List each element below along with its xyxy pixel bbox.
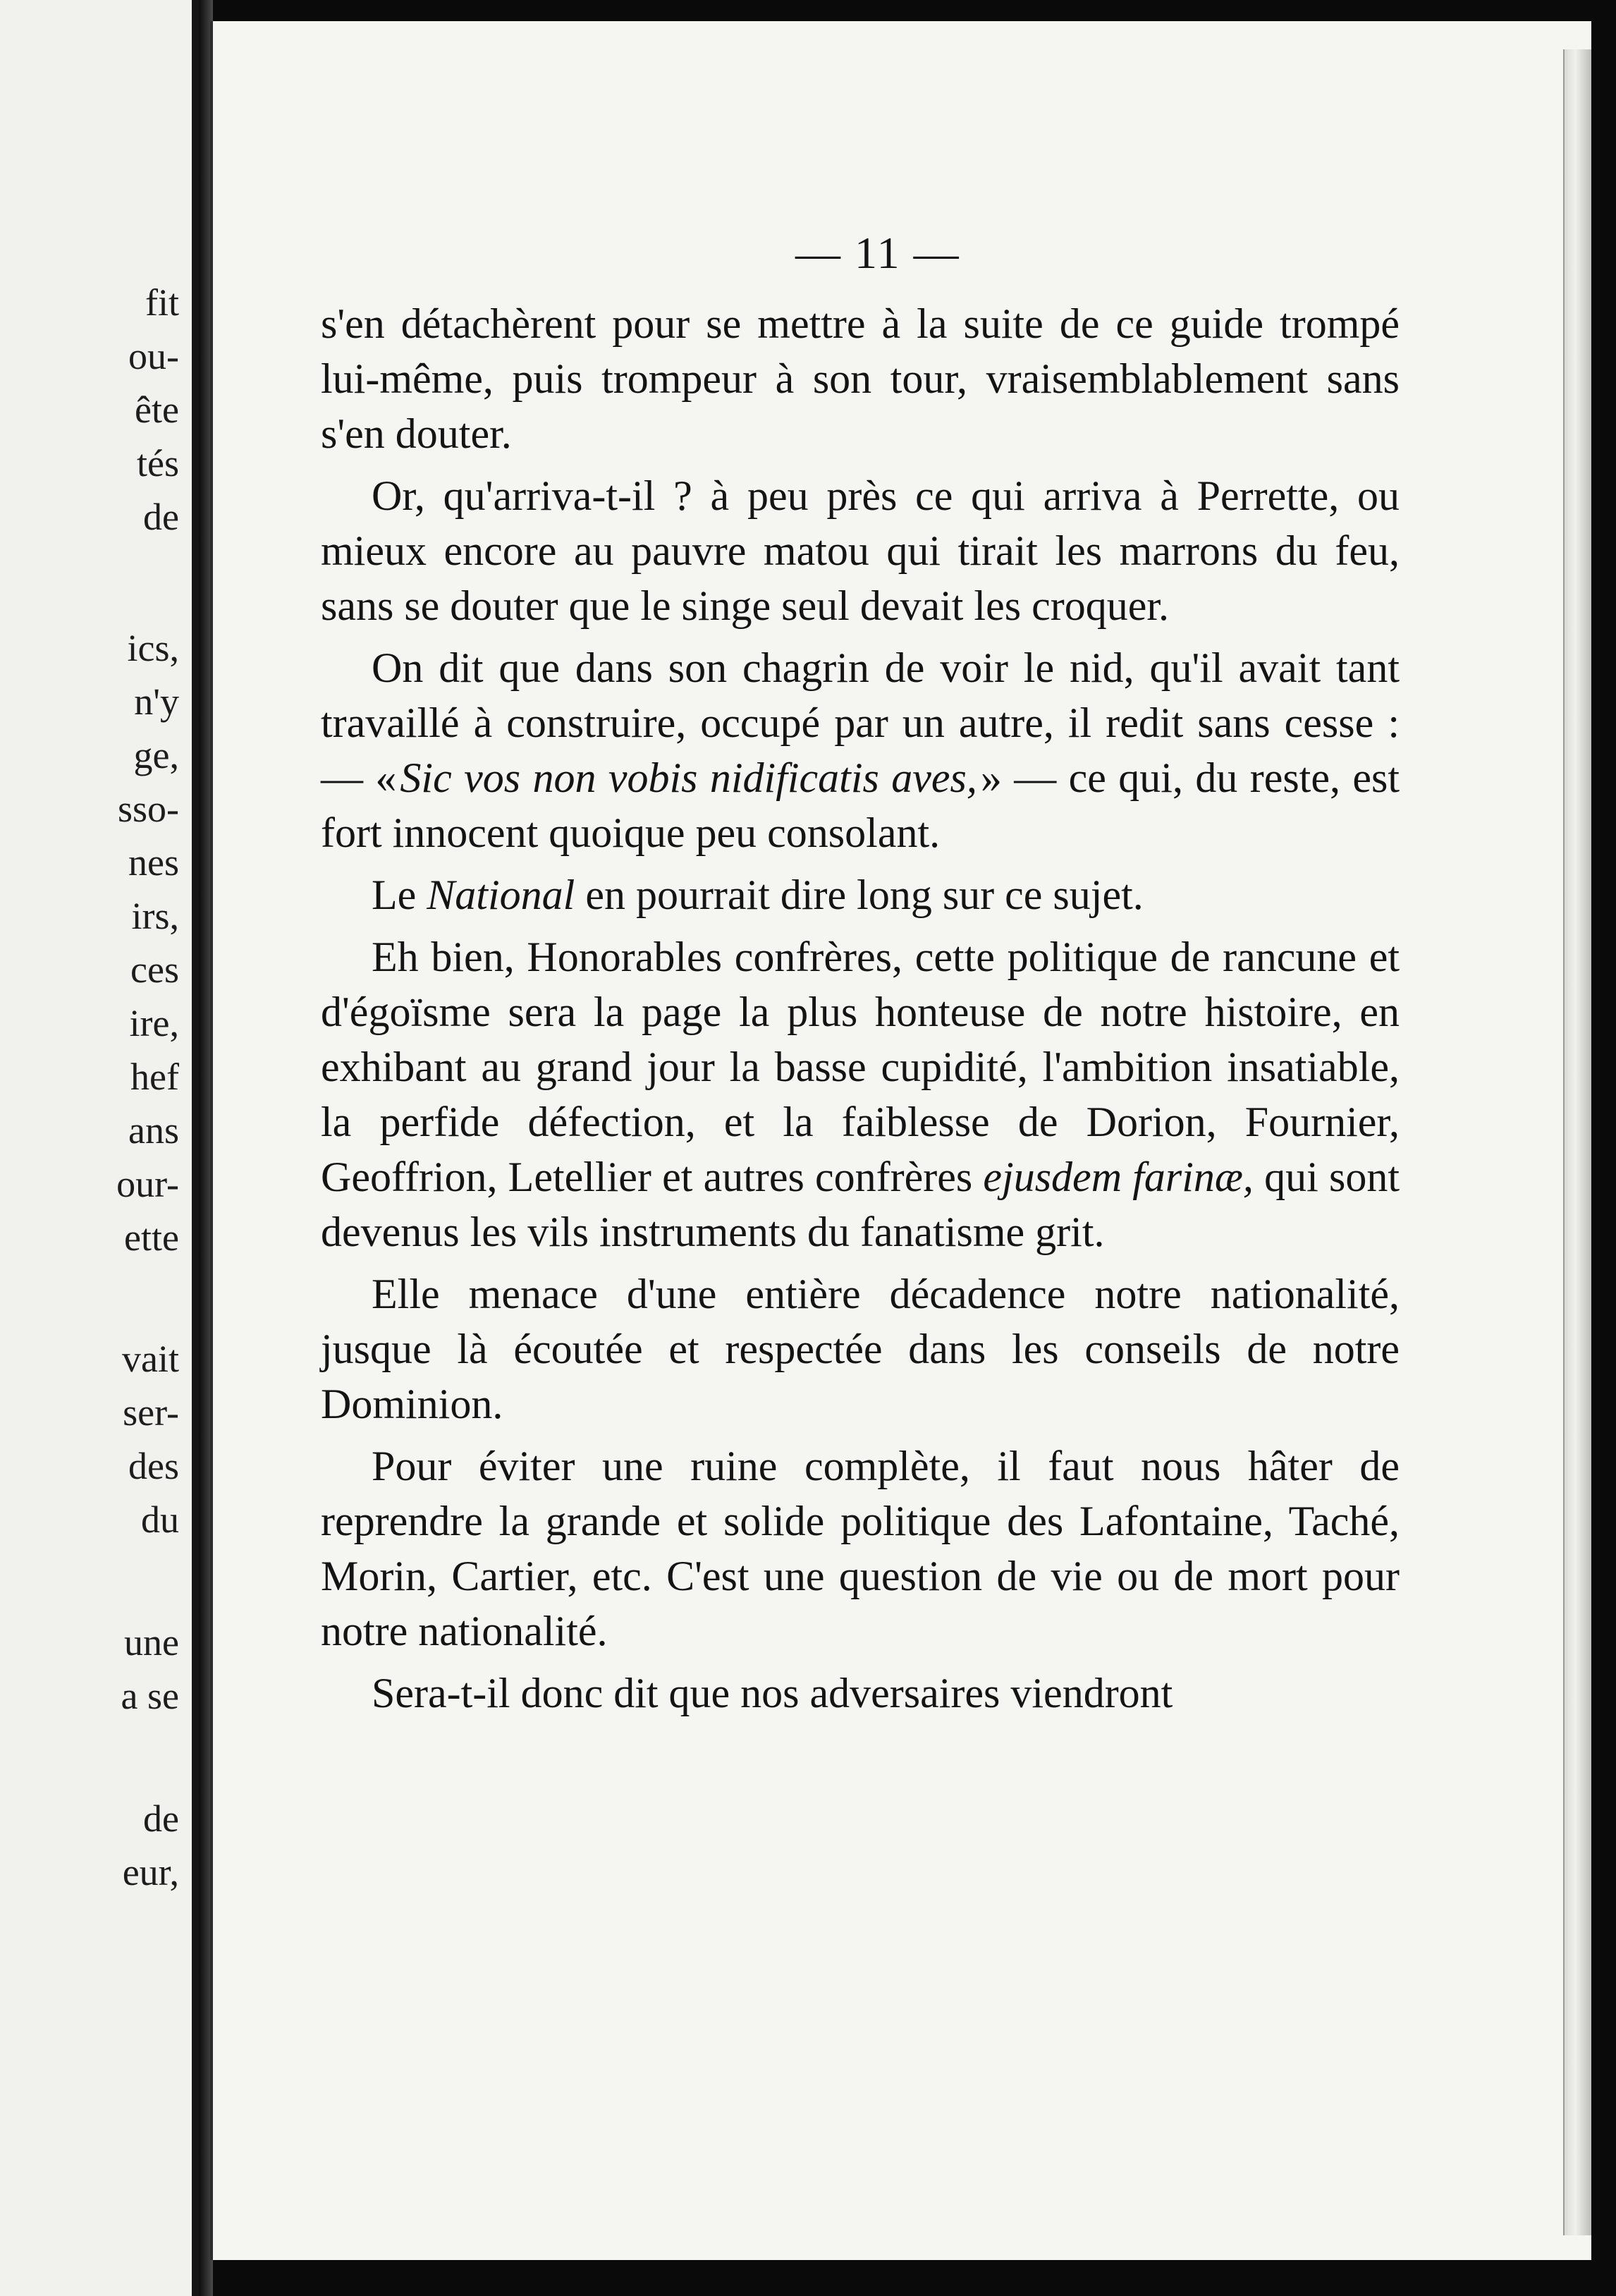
paragraph-4-text-a: Le [372, 872, 417, 918]
page-edge [1563, 49, 1591, 2235]
left-fragment: de [143, 496, 179, 538]
paragraph-4 [321, 867, 1400, 922]
left-fragment: vait [122, 1338, 179, 1380]
left-fragment: fit [145, 281, 179, 324]
left-fragment: tés [137, 442, 179, 484]
left-fragment: de [143, 1797, 179, 1840]
left-fragment: ans [128, 1109, 179, 1152]
left-fragment: ou- [128, 335, 179, 377]
paragraph-3-text-a: On dit que dans son chagrin de voir le nid, qu'il avait tant travaillé à construire, occupé par un autre, il redit sans cesse : — « [321, 645, 1400, 801]
paragraph-5-text-a: Eh bien, Honorables confrères, cette politique de rancune et d'égoïsme sera la page la plus honteuse de notre histoire, en exhibant au grand jour la basse cupidité, l'ambition insatiable, la perfide défection, et la faiblesse de Dorion, Fournier, Geoffrion, Letellier et autres confrères [321, 934, 1400, 1200]
left-fragment: ces [130, 948, 179, 991]
left-fragment: hef [130, 1056, 179, 1098]
body-text [321, 296, 1400, 1728]
left-fragment: irs, [131, 895, 179, 937]
latin-phrase: ejusdem farinæ, [983, 1154, 1254, 1200]
newspaper-name: National [427, 872, 575, 918]
left-fragment: ire, [129, 1002, 179, 1044]
left-fragment: a se [121, 1675, 179, 1717]
paragraph-1: s'en détachèrent pour se mettre à la suite de ce guide trompé lui-même, puis trompeur à son tour, vraisemblablement sans s'en douter. [321, 300, 1400, 457]
left-fragment: sso- [117, 788, 179, 830]
paragraph-5-text-b: qui sont devenus les vils instruments du fanatisme grit. [321, 1154, 1400, 1255]
left-fragment: eur, [122, 1851, 179, 1893]
latin-quote: Sic vos non vobis nidificatis aves, [400, 755, 977, 801]
left-fragment: ser- [123, 1391, 179, 1434]
paragraph-3-text-b: » — ce qui, du reste, est fort innocent quoique peu consolant. [321, 755, 1400, 856]
page-number: — 11 — [795, 228, 960, 278]
left-fragment: ette [124, 1216, 179, 1259]
paragraph-7: Pour éviter une ruine complète, il faut nous hâter de reprendre la grande et solide politique des Lafontaine, Taché, Morin, Cartier, etc. C'est une question de vie ou de mort pour notre nationalité. [321, 1443, 1400, 1654]
left-fragment: du [141, 1498, 179, 1541]
paragraph-6: Elle menace d'une entière décadence notre nationalité, jusque là écoutée et respectée dans les conseils de notre Dominion. [321, 1271, 1400, 1427]
paragraph-4-text-b: en pourrait dire long sur ce sujet. [585, 872, 1144, 918]
left-fragment: une [124, 1621, 179, 1663]
left-fragment: n'y [134, 680, 179, 723]
left-fragment: nes [128, 841, 179, 884]
paragraph-5 [321, 929, 1400, 1259]
paragraph-8: Sera-t-il donc dit que nos adversaires viendront [372, 1670, 1173, 1716]
paragraph-3 [321, 640, 1400, 860]
left-fragment: ge, [133, 734, 179, 776]
left-fragment: des [128, 1445, 179, 1487]
facing-page-left [0, 0, 199, 2296]
left-fragment: ête [135, 389, 179, 431]
left-fragment: ics, [127, 627, 179, 669]
left-fragment: our- [116, 1163, 179, 1205]
paragraph-2: Or, qu'arriva-t-il ? à peu près ce qui arriva à Perrette, ou mieux encore au pauvre matou qui tirait les marrons du feu, sans se douter que le singe seul devait les croquer. [321, 472, 1400, 629]
